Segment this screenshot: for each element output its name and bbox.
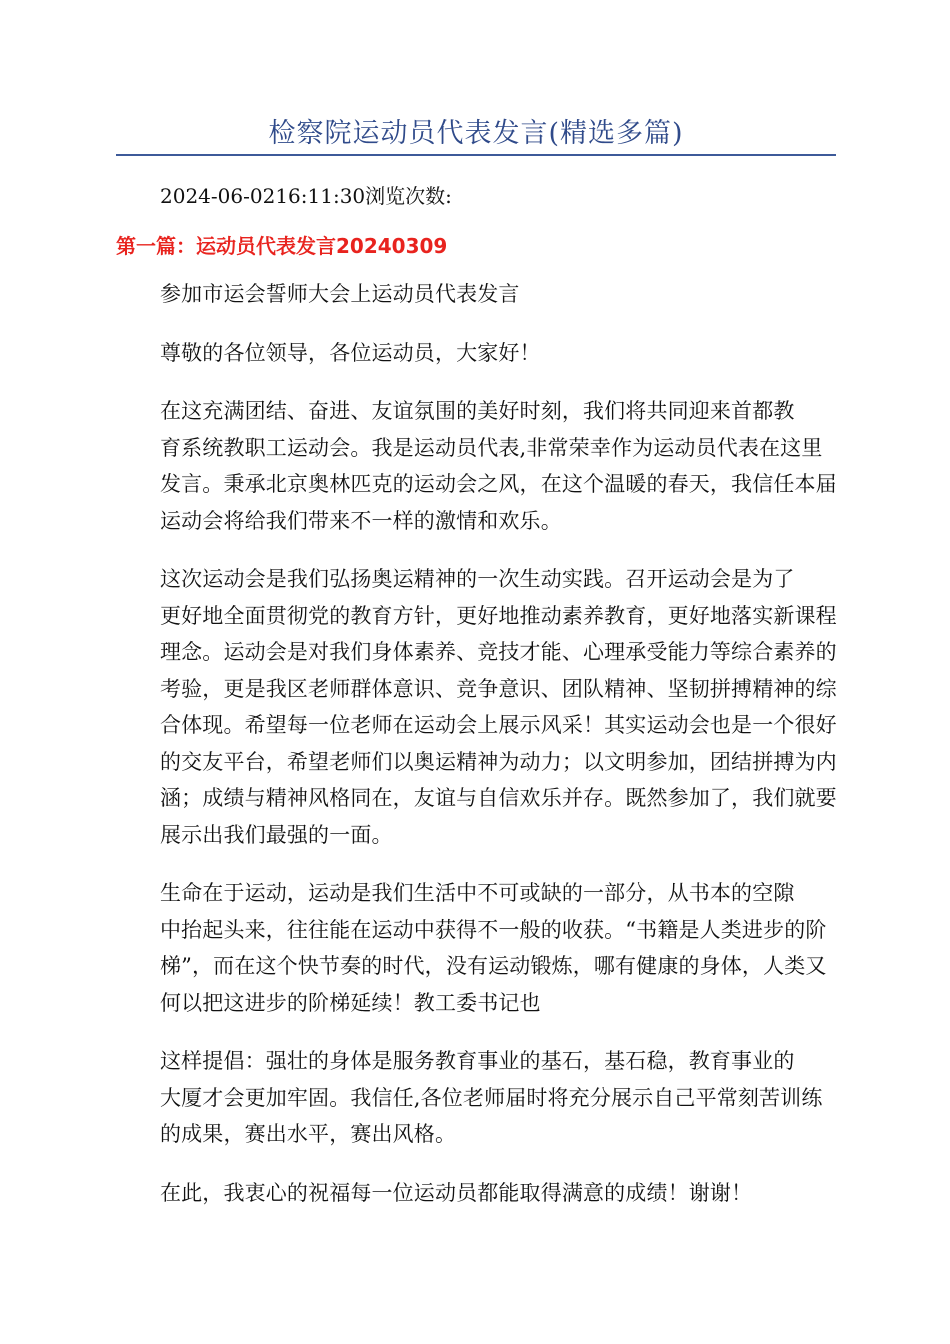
document-body (116, 276, 836, 1233)
text-line: 发言。秉承北京奥林匹克的运动会之风，在这个温暖的春天，我信任本届 (160, 472, 837, 496)
paragraph (116, 276, 836, 313)
text-line: 参加市运会誓师大会上运动员代表发言 (160, 282, 520, 306)
text-line: 理念。运动会是对我们身体素养、竞技才能、心理承受能力等综合素养的 (160, 640, 837, 664)
text-line: 的交友平台，希望老师们以奥运精神为动力；以文明参加，团结拼搏为内 (160, 749, 837, 774)
text-line: 运动会将给我们带来不一样的激情和欢乐。 (160, 508, 562, 533)
paragraph (116, 393, 836, 539)
text-line: 这次运动会是我们弘扬奥运精神的一次生动实践。召开运动会是为了 (160, 567, 795, 591)
text-line: 在此，我衷心的祝福每一位运动员都能取得满意的成绩！谢谢！ (160, 1180, 753, 1205)
text-line: 育系统教职工运动会。我是运动员代表,非常荣幸作为运动员代表在这里 (160, 435, 823, 460)
paragraph (116, 335, 836, 372)
text-line: 中抬起头来，往往能在运动中获得不一般的收获。“书籍是人类进步的阶 (160, 917, 827, 942)
paragraph (116, 1043, 836, 1153)
text-line: 尊敬的各位领导，各位运动员，大家好！ (160, 340, 541, 365)
paragraph (116, 875, 836, 1021)
text-line: 这样提倡：强壮的身体是服务教育事业的基石，基石稳，教育事业的 (160, 1049, 795, 1073)
paragraph (116, 1175, 836, 1212)
text-line: 合体现。希望每一位老师在运动会上展示风采！其实运动会也是一个很好 (160, 713, 837, 737)
publish-meta: 2024-06-0216:11:30浏览次数: (160, 184, 452, 208)
text-line: 在这充满团结、奋进、友谊氛围的美好时刻，我们将共同迎来首都教 (160, 399, 795, 423)
text-line: 何以把这进步的阶梯延续！教工委书记也 (160, 990, 541, 1015)
text-line: 梯”，而在这个快节奏的时代，没有运动锻炼，哪有健康的身体，人类又 (160, 954, 827, 978)
text-line: 大厦才会更加牢固。我信任,各位老师届时将充分展示自己平常刻苦训练 (160, 1085, 823, 1110)
section-heading: 第一篇：运动员代表发言20240309 (116, 234, 448, 258)
text-line: 展示出我们最强的一面。 (160, 822, 393, 847)
text-line: 的成果，赛出水平，赛出风格。 (160, 1122, 457, 1146)
paragraph (116, 561, 836, 853)
title-underline (116, 154, 836, 156)
text-line: 考验，更是我区老师群体意识、竞争意识、团队精神、坚韧拼搏精神的综 (160, 676, 837, 701)
text-line: 涵；成绩与精神风格同在，友谊与自信欢乐并存。既然参加了，我们就要 (160, 786, 837, 810)
document-title: 检察院运动员代表发言(精选多篇) (268, 118, 684, 149)
text-line: 生命在于运动，运动是我们生活中不可或缺的一部分，从书本的空隙 (160, 881, 795, 905)
text-line: 更好地全面贯彻党的教育方针，更好地推动素养教育，更好地落实新课程 (160, 603, 837, 628)
